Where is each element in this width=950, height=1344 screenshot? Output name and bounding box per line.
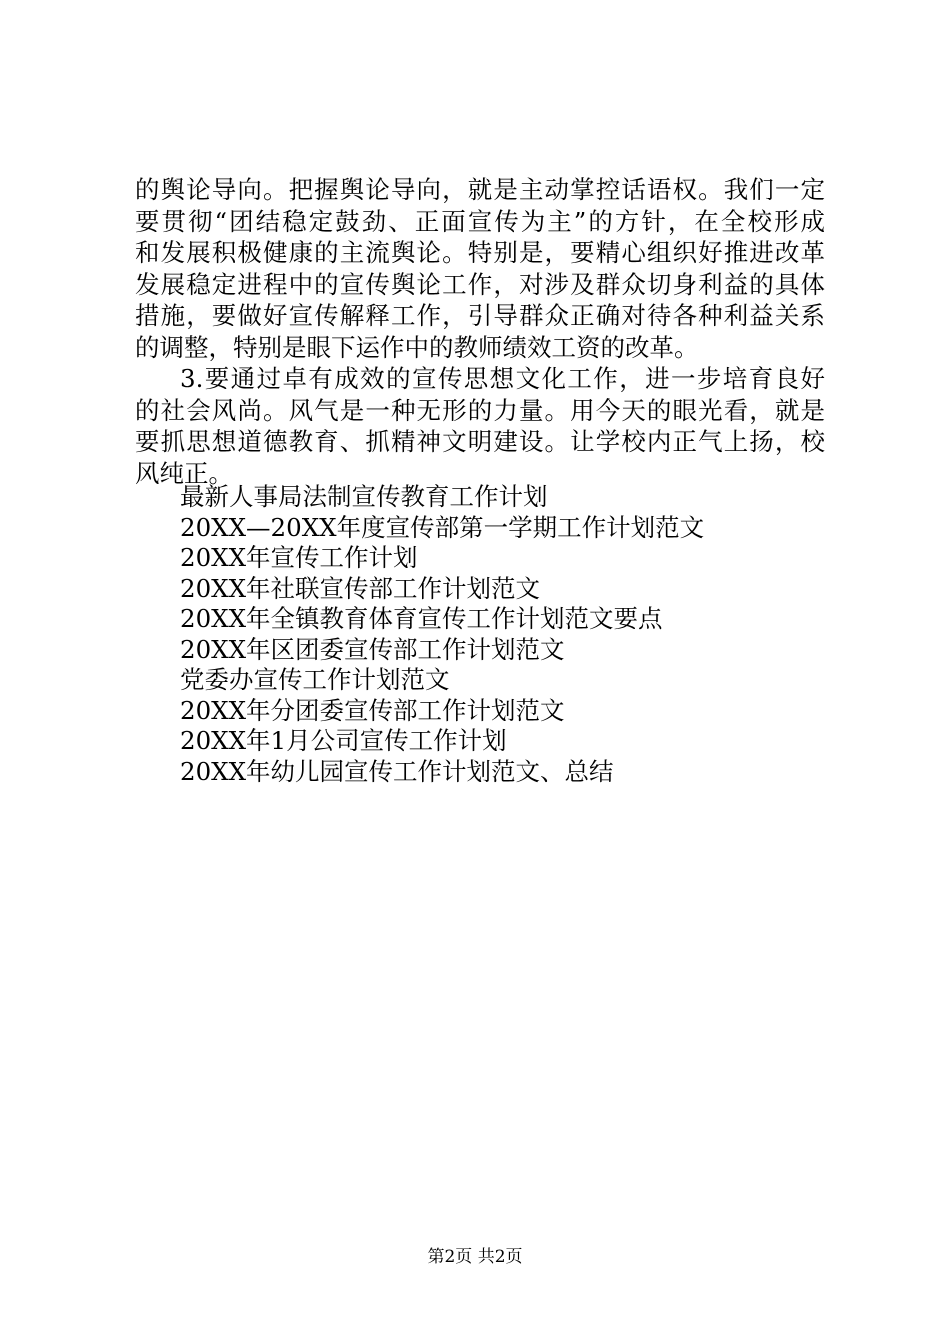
related-links-list (180, 482, 820, 787)
related-link[interactable]: 党委办宣传工作计划范文 (180, 665, 450, 694)
paragraph-line: 风纯正。 (135, 458, 233, 488)
paragraph-line: 的调整，特别是眼下运作中的教师绩效工资的改革。 (135, 332, 699, 362)
related-link[interactable]: 20XX—20XX年度宣传部第一学期工作计划范文 (180, 512, 705, 542)
paragraph-line: 要贯彻“团结稳定鼓劲、正面宣传为主”的方针，在全校形成 (135, 206, 825, 236)
related-link[interactable]: 20XX年全镇教育体育宣传工作计划范文要点 (180, 604, 663, 633)
related-link[interactable]: 20XX年社联宣传部工作计划范文 (180, 573, 541, 603)
paragraph-line: 3.要通过卓有成效的宣传思想文化工作，进一步培育良好 (180, 364, 825, 393)
related-link[interactable]: 20XX年分团委宣传部工作计划范文 (180, 695, 565, 725)
body-paragraphs (135, 174, 825, 489)
related-link[interactable]: 20XX年幼儿园宣传工作计划范文、总结 (180, 756, 614, 786)
page-footer: 第2页 共2页 (427, 1247, 523, 1267)
related-link[interactable]: 最新人事局法制宣传教育工作计划 (180, 482, 548, 511)
paragraph-line: 措施，要做好宣传解释工作，引导群众正确对待各种利益关系 (135, 301, 825, 330)
paragraph-line: 要抓思想道德教育、抓精神文明建设。让学校内正气上扬，校 (135, 427, 825, 456)
paragraph-line: 的社会风尚。风气是一种无形的力量。用今天的眼光看，就是 (135, 395, 825, 425)
related-link[interactable]: 20XX年区团委宣传部工作计划范文 (180, 634, 565, 664)
related-link[interactable]: 20XX年1月公司宣传工作计划 (180, 726, 507, 755)
paragraph-line: 的舆论导向。把握舆论导向，就是主动掌控话语权。我们一定 (135, 175, 825, 204)
related-link[interactable]: 20XX年宣传工作计划 (180, 543, 418, 572)
paragraph-line: 和发展积极健康的主流舆论。特别是，要精心组织好推进改革 (135, 238, 825, 267)
paragraph-line: 发展稳定进程中的宣传舆论工作，对涉及群众切身利益的具体 (135, 269, 825, 299)
